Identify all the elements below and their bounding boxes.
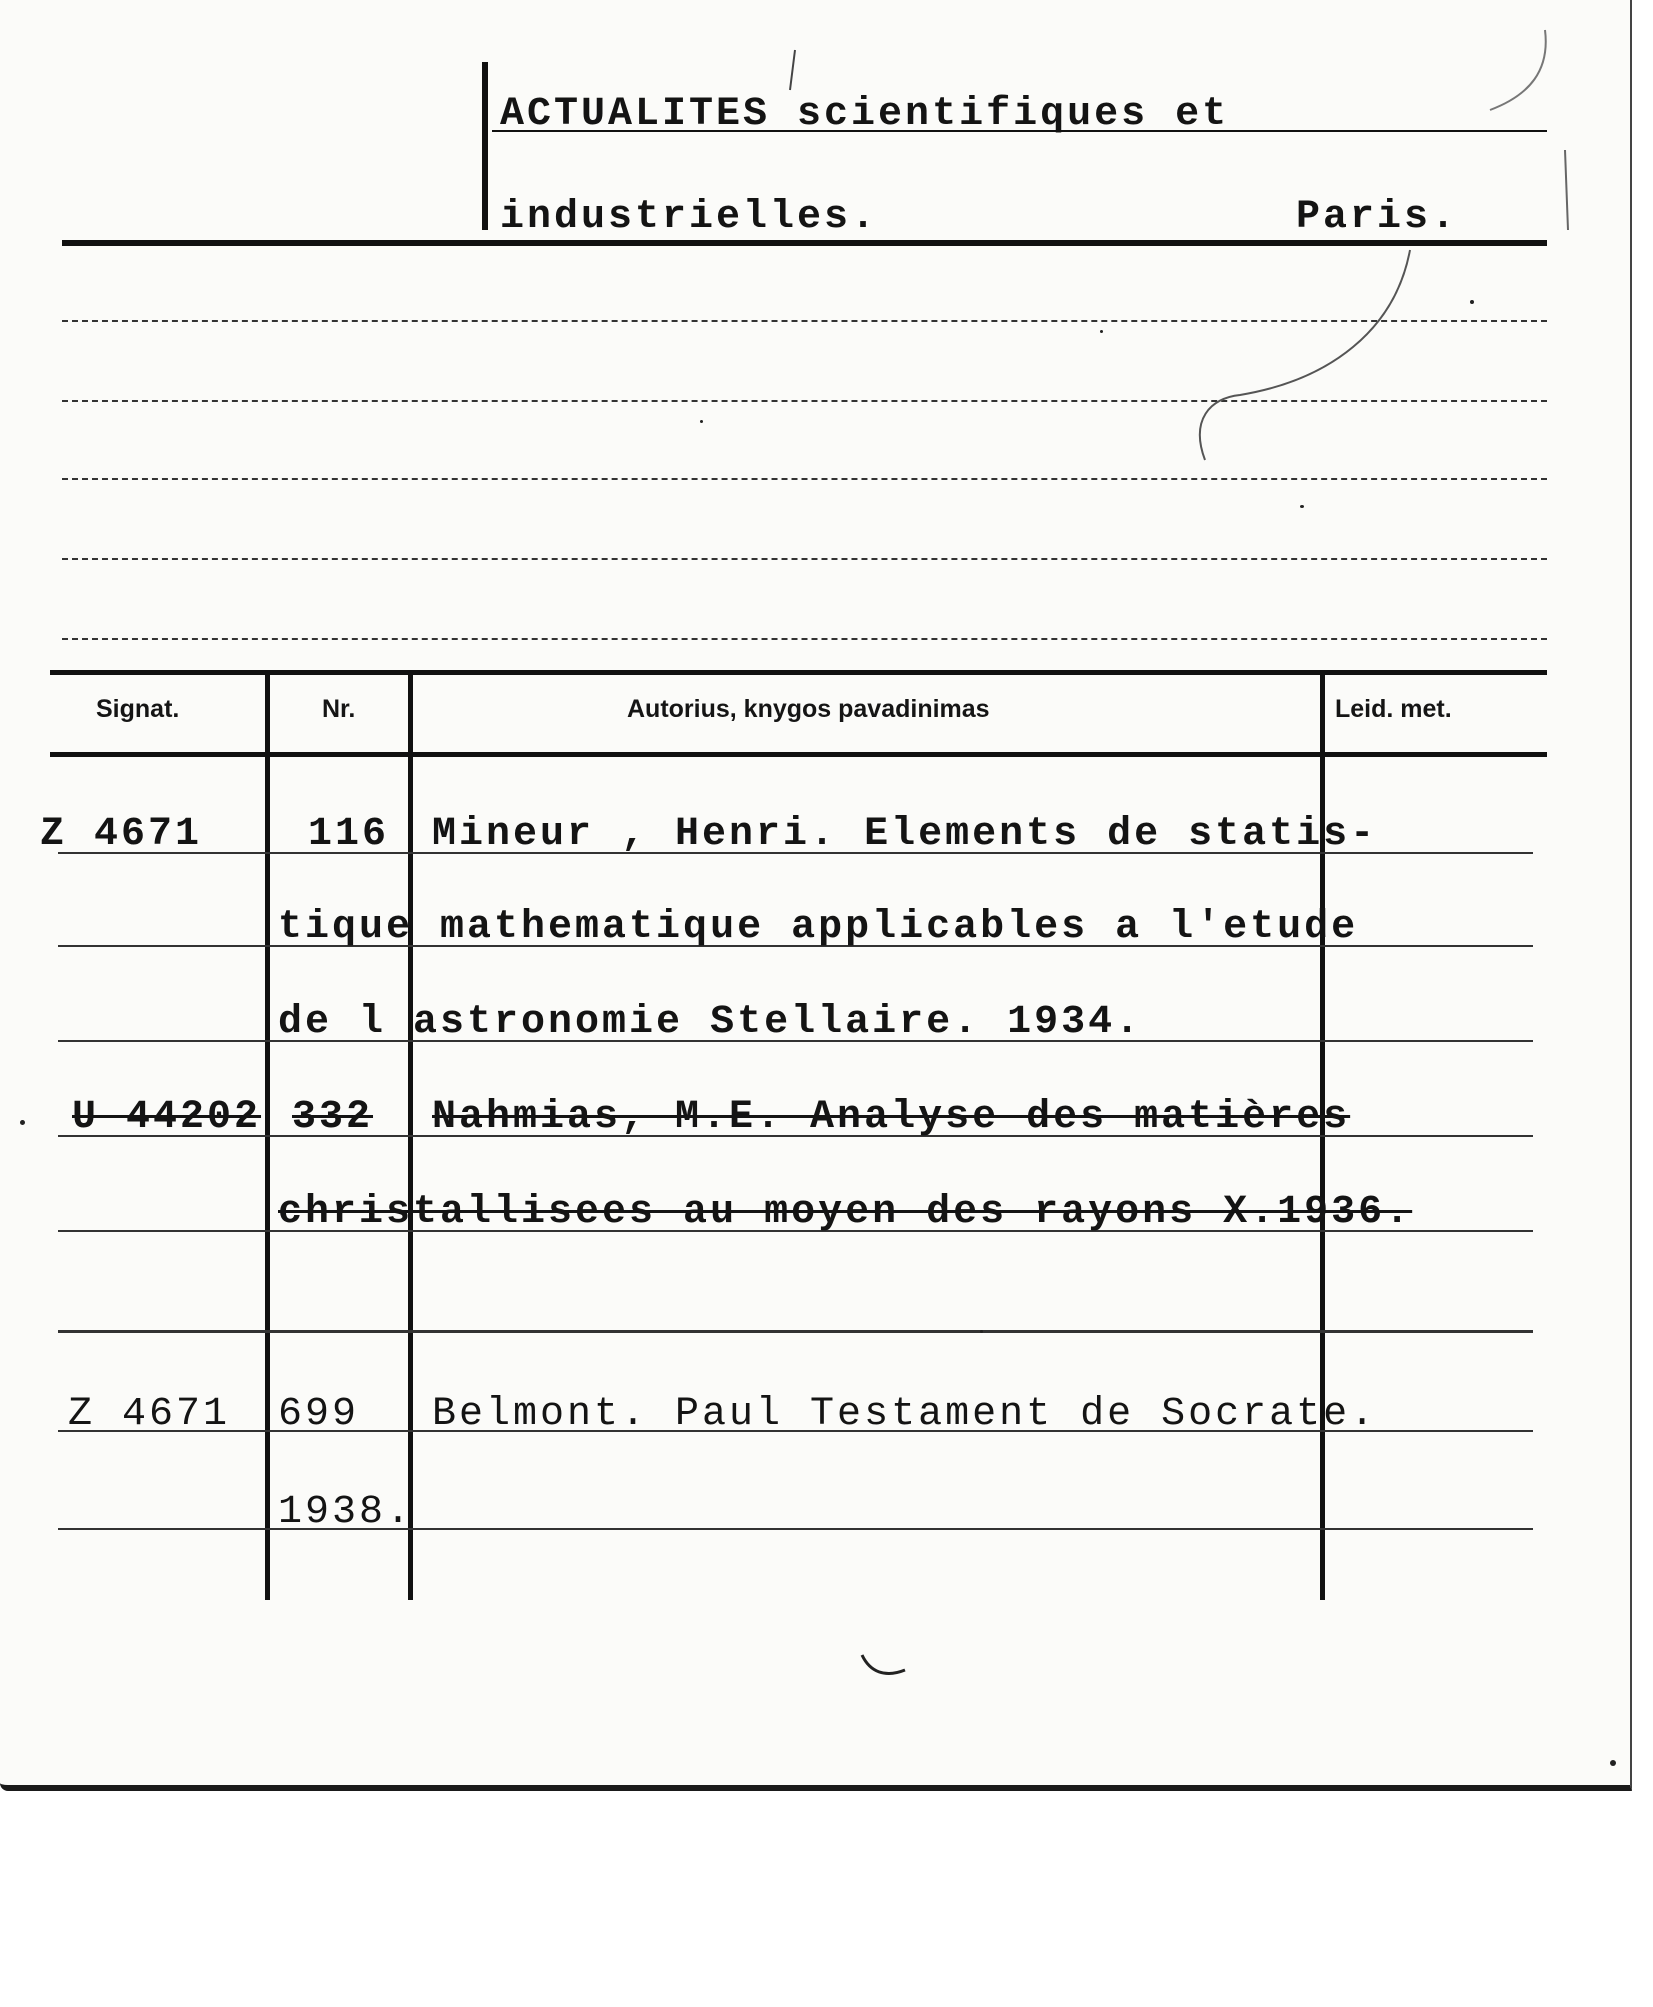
entry-1-line-1: Mineur , Henri. Elements de statis- [432, 812, 1378, 857]
scan-speck [1470, 300, 1474, 304]
entry-2-line-1: Nahmias, M.E. Analyse des matières [432, 1095, 1351, 1140]
scan-speck [20, 1120, 25, 1125]
scan-speck [1610, 1760, 1616, 1766]
scan-speck [1300, 505, 1304, 508]
entry-1-nr: 116 [308, 812, 390, 857]
entry-1-signat: Z 4671 [40, 812, 203, 857]
entry-2-nr: 332 [292, 1095, 374, 1140]
scan-speck [1100, 330, 1103, 333]
entry-1-line-2: tique mathematique applicables a l'etude [278, 905, 1359, 950]
entry-1-line-3: de l astronomie Stellaire. 1934. [278, 1000, 1143, 1045]
heading-place: Paris. [1296, 195, 1459, 240]
column-header-year: Leid. met. [1335, 695, 1452, 723]
entry-3-line-1: Belmont. Paul Testament de Socrate. [432, 1392, 1378, 1437]
scan-speck [980, 1330, 983, 1333]
row-rule [58, 1330, 1533, 1333]
column-header-nr: Nr. [322, 695, 356, 723]
heading-line-1: ACTUALITES scientifiques et [500, 92, 1230, 137]
entry-2-signat: U 44202 [72, 1095, 262, 1140]
entry-3-nr: 699 [278, 1392, 360, 1437]
column-header-author-title: Autorius, knygos pavadinimas [627, 695, 990, 723]
entry-3-line-2: 1938. [278, 1490, 414, 1535]
entry-2-line-2: christallisees au moyen des rayons X.1936. [278, 1190, 1413, 1235]
scan-speck [700, 420, 703, 423]
column-header-signat: Signat. [96, 695, 180, 723]
heading-line-2: industrielles. [500, 195, 879, 240]
entry-3-signat: Z 4671 [68, 1392, 231, 1437]
